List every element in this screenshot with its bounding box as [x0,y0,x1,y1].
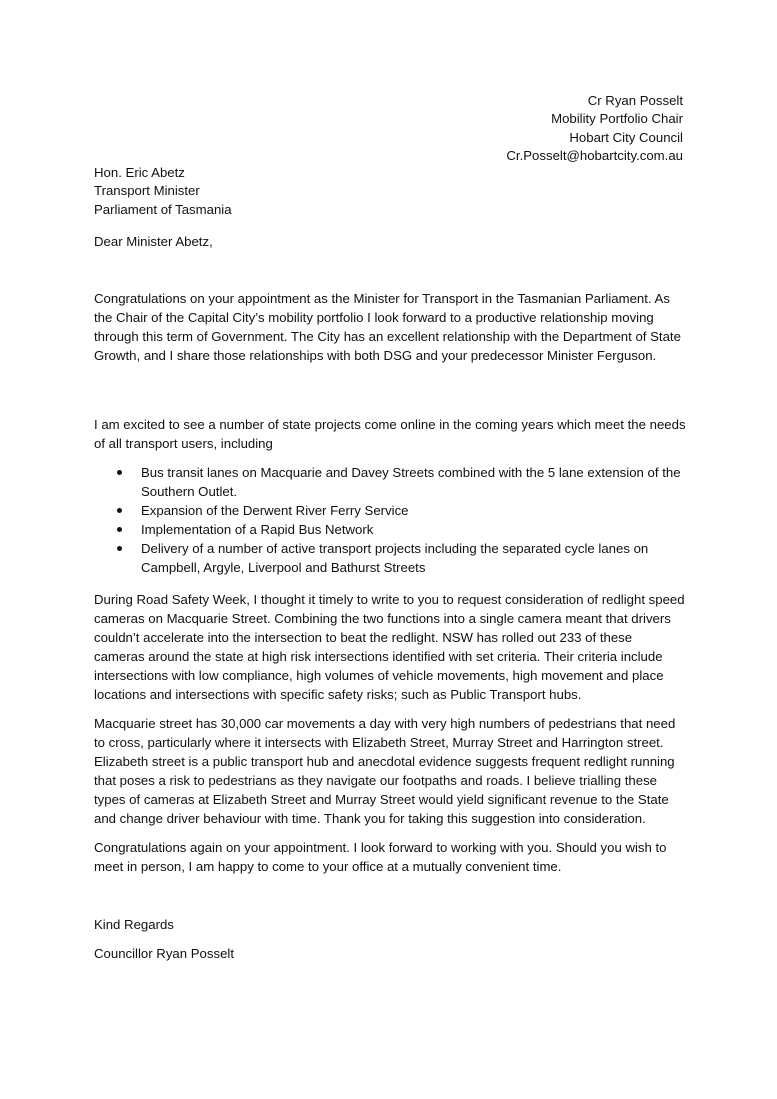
list-item-text: Delivery of a number of active transport projects including the separated cycle lanes on Campbell, Argyle, Liverpool and Bathurst Streets [141,541,649,575]
recipient-role: Transport Minister [94,183,200,199]
bullet-icon [117,546,122,551]
list-item-text: Implementation of a Rapid Bus Network [141,522,374,537]
sender-block [506,92,683,165]
list-item-text: Bus transit lanes on Macquarie and Davey Streets combined with the 5 lane extension of the Southern Outlet. [141,465,681,499]
sender-email: Cr.Posselt@hobartcity.com.au [506,147,683,163]
project-bullet-list [94,463,686,577]
signature-name: Councillor Ryan Posselt [94,946,234,961]
list-item [94,520,686,539]
paragraph-text: Congratulations again on your appointment. I look forward to working with you. Should you wish to meet in person, I am happy to come to your office at a mutually convenient time. [94,840,667,874]
list-item [94,539,686,577]
sender-role: Mobility Portfolio Chair [551,111,683,127]
salutation: Dear Minister Abetz, [94,234,213,249]
recipient-organisation: Parliament of Tasmania [94,201,232,217]
list-item-text: Expansion of the Derwent River Ferry Service [141,503,409,518]
bullet-icon [117,470,122,475]
paragraph-congratulations [94,289,686,365]
paragraph-text: During Road Safety Week, I thought it timely to write to you to request consideration of redlight speed cameras on Macquarie Street. Combining the two functions into a single camera meant that drivers couldn’t accelerate into the intersection to beat the redlight. NSW has rolled out 233 of these cameras around the state at high risk intersections identified with set criteria. Their criteria include intersections with low compliance, high volumes of vehicle movements, high movement and place locations and intersections with specific safety risks; such as Public Transport hubs. [94,592,685,702]
recipient-block [94,164,232,219]
sender-organisation: Hobart City Council [569,129,683,145]
list-item [94,463,686,501]
paragraph-state-projects [94,415,686,453]
paragraph-closing-remarks [94,838,686,876]
closing-line: Kind Regards [94,917,174,932]
paragraph-macquarie-street [94,714,686,828]
paragraph-text: I am excited to see a number of state projects come online in the coming years which meet the needs of all transport users, including [94,417,686,451]
recipient-name: Hon. Eric Abetz [94,165,185,180]
bullet-icon [117,508,122,513]
bullet-icon [117,527,122,532]
paragraph-text: Congratulations on your appointment as the Minister for Transport in the Tasmanian Parliament. As the Chair of the Capital City’s mobility portfolio I look forward to a productive relationship moving through this term of Government. The City has an excellent relationship with the Department of State Growth, and I share those relationships with both DSG and your predecessor Minister Ferguson. [94,291,681,363]
paragraph-text: Macquarie street has 30,000 car movements a day with very high numbers of pedestrians that need to cross, particularly where it intersects with Elizabeth Street, Murray Street and Harrington street. Elizabeth street is a public transport hub and anecdotal evidence suggests frequent redlight running that poses a risk to pedestrians as they navigate our footpaths and roads. I believe trialling these types of cameras at Elizabeth Street and Murray Street would yield significant revenue to the State and change driver behaviour with time. Thank you for taking this suggestion into consideration. [94,716,676,826]
list-item [94,501,686,520]
sender-name: Cr Ryan Posselt [587,93,683,108]
paragraph-road-safety [94,590,686,704]
